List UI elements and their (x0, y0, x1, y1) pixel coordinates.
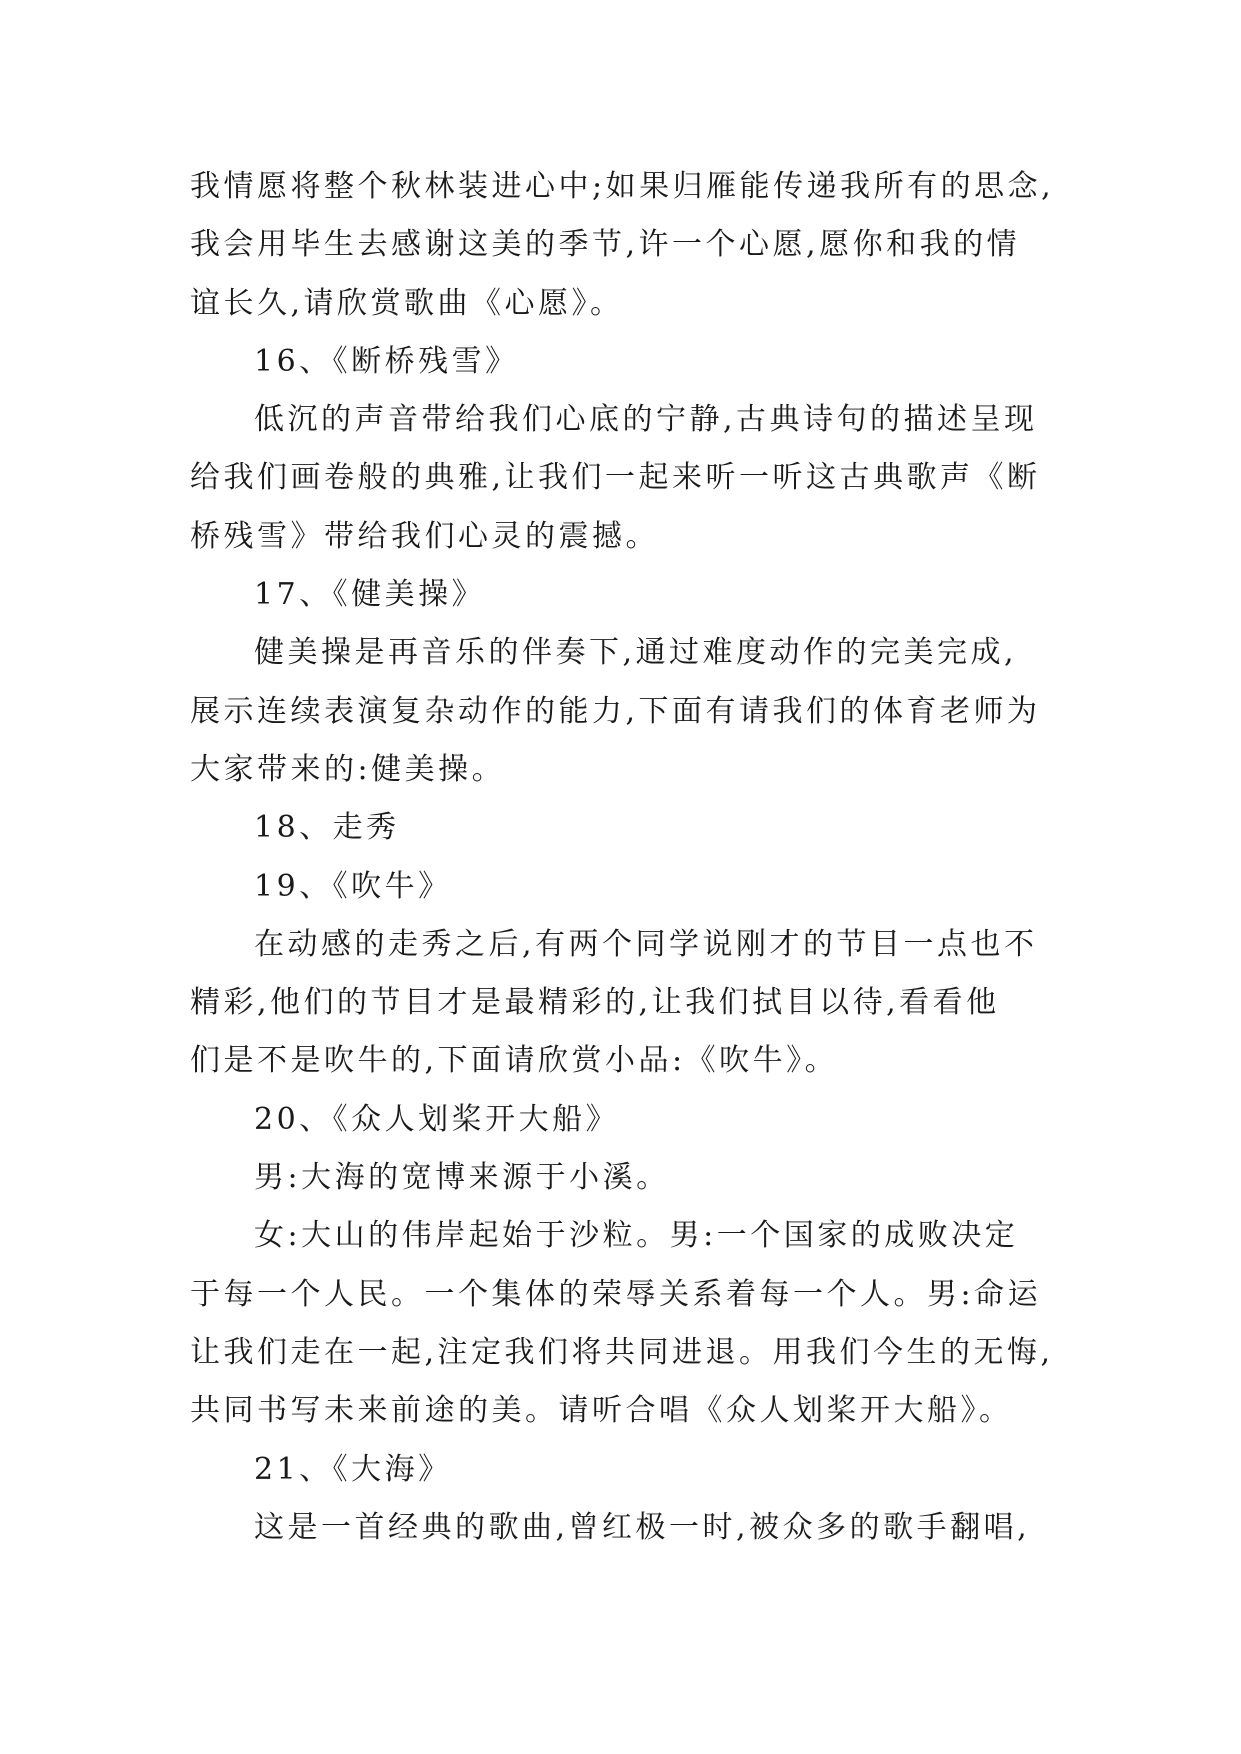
text-line: 让我们走在一起,注定我们将共同进退。用我们今生的无悔, (190, 1334, 1054, 1370)
text-line: 给我们画卷般的典雅,让我们一起来听一听这古典歌声《断 (190, 460, 1041, 496)
text-line: 大家带来的:健美操。 (190, 751, 506, 787)
text-line: 共同书写未来前途的美。请听合唱《众人划桨开大船》。 (190, 1393, 1013, 1429)
text-line: 我情愿将整个秋林装进心中;如果归雁能传递我所有的思念, (190, 169, 1055, 204)
text-line: 低沉的声音带给我们心底的宁静,古典诗句的描述呈现 (254, 402, 1038, 438)
text-line: 女:大山的伟岸起始于沙粒。男:一个国家的成败决定 (254, 1218, 1019, 1254)
text-line: 男:大海的宽博来源于小溪。 (254, 1160, 670, 1196)
text-line: 们是不是吹牛的,下面请欣赏小品:《吹牛》。 (190, 1043, 839, 1079)
text-line: 于每一个人民。一个集体的荣辱关系着每一个人。男:命运 (190, 1276, 1042, 1312)
text-line: 展示连续表演复杂动作的能力,下面有请我们的体育老师为 (190, 693, 1041, 729)
section-heading: 21、《大海》 (254, 1451, 452, 1487)
text-line: 在动感的走秀之后,有两个同学说刚才的节目一点也不 (254, 926, 1038, 962)
document-body (190, 158, 1090, 1557)
text-line: 精彩,他们的节目才是最精彩的,让我们拭目以待,看看他 (190, 985, 1000, 1021)
section-heading: 19、《吹牛》 (254, 868, 452, 904)
section-heading: 18、走秀 (254, 810, 400, 846)
text-line: 我会用毕生去感谢这美的季节,许一个心愿,愿你和我的情 (190, 227, 1021, 263)
section-heading: 16、《断桥残雪》 (254, 343, 519, 379)
text-line: 桥残雪》带给我们心灵的震撼。 (190, 518, 659, 554)
text-line: 谊长久,请欣赏歌曲《心愿》。 (190, 285, 624, 321)
text-line: 这是一首经典的歌曲,曾红极一时,被众多的歌手翻唱, (254, 1509, 1031, 1545)
section-heading: 20、《众人划桨开大船》 (254, 1101, 620, 1137)
text-line: 健美操是再音乐的伴奏下,通过难度动作的完美完成, (254, 635, 1018, 671)
section-heading: 17、《健美操》 (254, 577, 486, 613)
